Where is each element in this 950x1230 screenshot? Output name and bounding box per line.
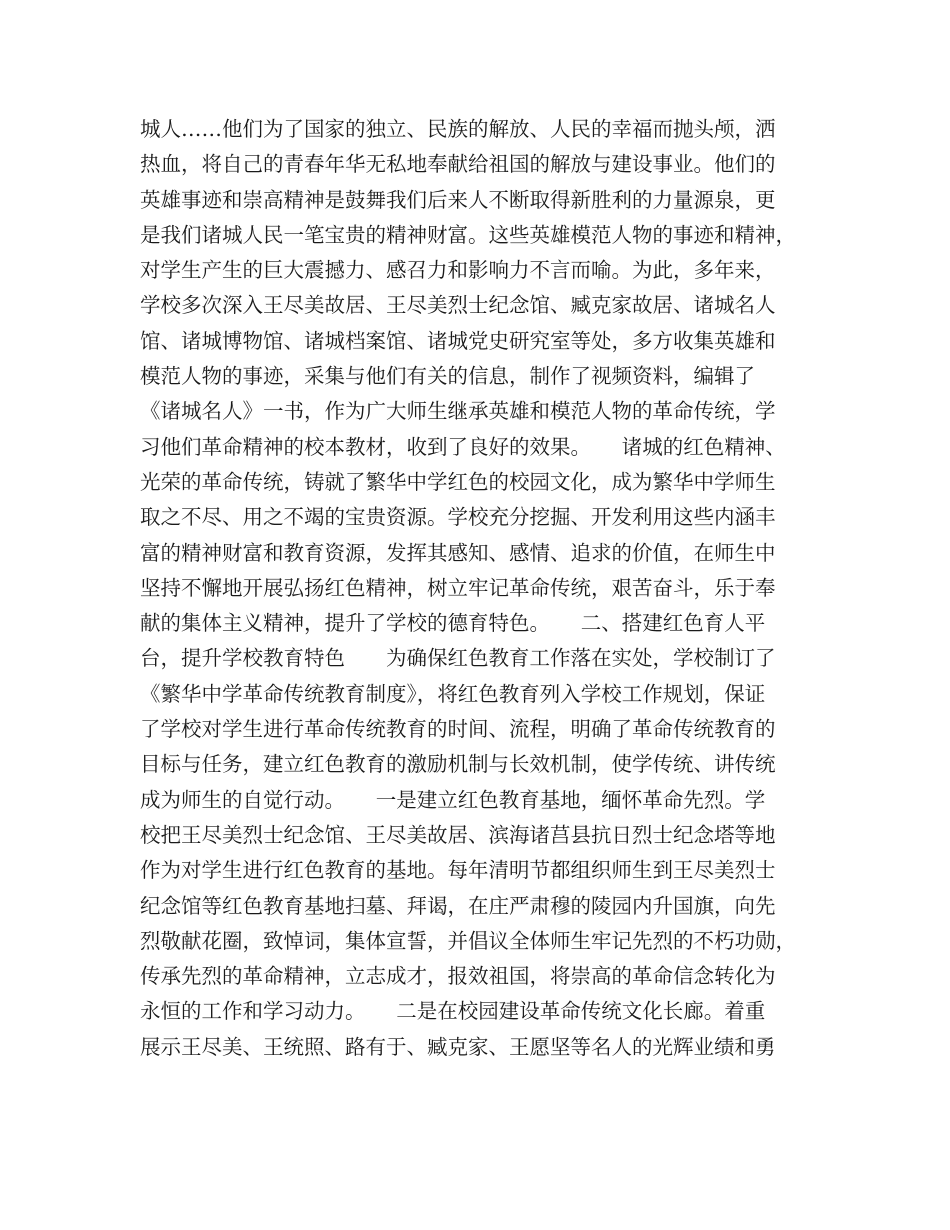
text-line: 富的精神财富和教育资源，发挥其感知、感情、追求的价值，在师生中 — [140, 540, 776, 565]
text-line: 纪念馆等红色教育基地扫墓、拜谒，在庄严肃穆的陵园内升国旗，向先 — [140, 893, 776, 918]
text-line: 光荣的革命传统，铸就了繁华中学红色的校园文化，成为繁华中学师生 — [140, 469, 776, 494]
text-line: 取之不尽、用之不竭的宝贵资源。学校充分挖掘、开发利用这些内涵丰 — [140, 505, 776, 530]
text-line: 英雄事迹和崇高精神是鼓舞我们后来人不断取得新胜利的力量源泉，更 — [140, 187, 776, 212]
text-line: 坚持不懈地开展弘扬红色精神，树立牢记革命传统，艰苦奋斗，乐于奉 — [140, 575, 776, 600]
text-line: 热血，将自己的青春年华无私地奉献给祖国的解放与建设事业。他们的 — [140, 152, 776, 177]
text-line: 成为师生的自觉行动。 一是建立红色教育基地，缅怀革命先烈。学 — [140, 787, 766, 812]
text-line: 献的集体主义精神，提升了学校的德育特色。 二、搭建红色育人平 — [140, 611, 766, 636]
text-line: 展示王尽美、王统照、路有于、臧克家、王愿坚等名人的光辉业绩和勇 — [140, 1034, 776, 1059]
body-text — [140, 112, 840, 1065]
text-line: 馆、诸城博物馆、诸城档案馆、诸城党史研究室等处，多方收集英雄和 — [140, 328, 776, 353]
text-line: 是我们诸城人民一笔宝贵的精神财富。这些英雄模范人物的事迹和精神， — [140, 222, 796, 247]
text-line: 《诸城名人》一书，作为广大师生继承英雄和模范人物的革命传统，学 — [140, 399, 776, 424]
text-line: 目标与任务，建立红色教育的激励机制与长效机制，使学传统、讲传统 — [140, 752, 776, 777]
text-line: 作为对学生进行红色教育的基地。每年清明节都组织师生到王尽美烈士 — [140, 858, 776, 883]
text-line: 学校多次深入王尽美故居、王尽美烈士纪念馆、臧克家故居、诸城名人 — [140, 293, 776, 318]
text-line: 城人……他们为了国家的独立、民族的解放、人民的幸福而抛头颅，洒 — [140, 117, 776, 141]
text-line: 传承先烈的革命精神，立志成才，报效祖国，将崇高的革命信念转化为 — [140, 964, 776, 989]
text-line: 永恒的工作和学习动力。 二是在校园建设革命传统文化长廊。着重 — [140, 999, 766, 1024]
text-line: 了学校对学生进行革命传统教育的时间、流程，明确了革命传统教育的 — [140, 717, 776, 742]
text-line: 《繁华中学革命传统教育制度》，将红色教育列入学校工作规划，保证 — [140, 681, 766, 706]
text-line: 习他们革命精神的校本教材，收到了良好的效果。 诸城的红色精神、 — [140, 434, 786, 459]
text-line: 烈敬献花圈，致悼词，集体宣誓，并倡议全体师生牢记先烈的不朽功勋， — [140, 928, 796, 953]
text-line: 校把王尽美烈士纪念馆、王尽美故居、滨海诸莒县抗日烈士纪念塔等地 — [140, 822, 776, 847]
text-line: 对学生产生的巨大震撼力、感召力和影响力不言而喻。为此，多年来， — [140, 258, 776, 283]
text-line: 台，提升学校教育特色 为确保红色教育工作落在实处，学校制订了 — [140, 646, 776, 671]
text-line: 模范人物的事迹，采集与他们有关的信息，制作了视频资料，编辑了 — [140, 364, 755, 389]
